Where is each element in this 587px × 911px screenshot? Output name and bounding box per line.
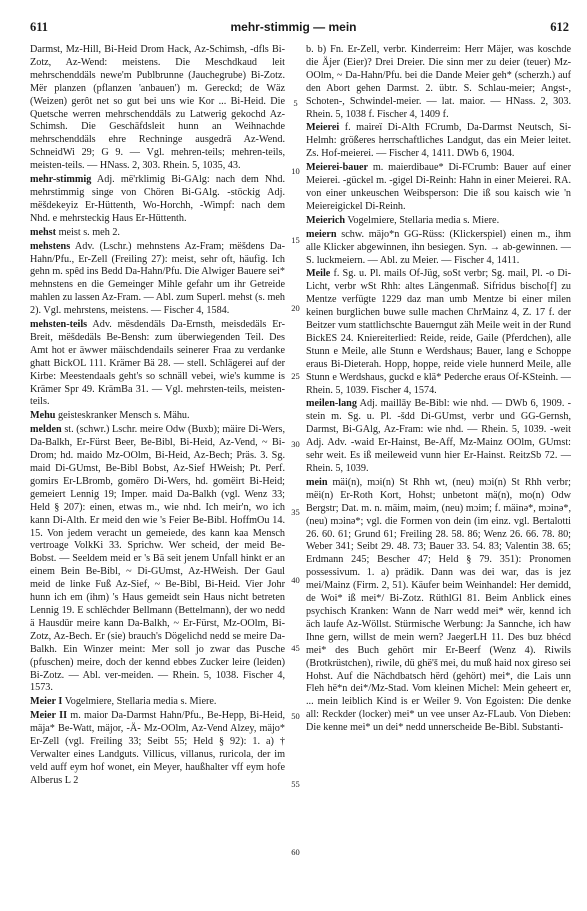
entry-body: m. maierdibaue* Di-FCrumb: Bauer auf einer Meierei. -gückel m. -gigel Di-Reinh: Hahn in einer Meierei. RA. von einer unkeuschen Weibsperson: Die iß sou kaisch wie 'n Meiereigickel Di-Reinh. [306, 162, 571, 212]
entry-headword: Meier I [30, 696, 63, 708]
dictionary-entry [30, 410, 285, 423]
running-header: mehr-stimmig — mein [230, 20, 357, 34]
right-column [306, 44, 571, 736]
line-number: 55 [291, 778, 300, 789]
line-number-gutter [287, 44, 304, 894]
entry-headword: Meile [306, 268, 331, 280]
entry-body: Adv. mësdendäls Da-Ernsth, meisdedäls Er-Breit, mëšdedäls Be-Bensh: zum überwiegenden Teil. Des Amt hot er äwwer mäischdendails seinerer Fraa zu verdanke ghatt BickOL 111. Krämer Bä 28. — stell. Schlägerei auf der Kirbe: Meestendaals geht's so schnäll vebei, wie's kumme is Krämer Spr 49. KrämBa 31. — Vgl. mehrsten-teils, meisten-teils. [30, 319, 285, 408]
entry-body: st. (schwr.) Lschr. meire Odw (Buxb); mäire Di-Wers, Da-Balkh, Er-Fürst Beer, Be-Bibl, Bi-Heid, Az-Vend, ~ Bi-Drom; hd. maido Mz-OOlm, Bi-Heid, Az-Bech; Präs. 3. Sg. maid Di-GUmst, Be-Bibl Bobst, Az-Sief HWeish; Pt. Perf. gomirs Er-LBromb, gomëro Di-Wers, hd. gomëirt Bi-Heid; gemeiert Lennig 19; Imper. maid Da-Balkh (vgl. Wenz 33; Held § 207): einen, etwas m., wie nhd. Ich meir'n, wo ich kann Di-Alth. Er meid den wie 's Feier Be-Bibl. HoffmOu 14. 15. Von jedem veracht un gemeiede, des kann kaa Mensch vertroage VolkKi 33. Sprichw. Wer scheid, der meid Be-Bobst. — Seeldem meid er 's Bä seit jenem Unfall hinkt er an einem Bein Be-Bibl, ~ Di-GUmst, Az-HWeish. Der Gaul meid de linke Fuß Az-Sief, ~ Be-Bibl, Bi-Heid. Vier Johr hunn ich em (ihm) 's Haus gemeidt sein Haus nicht betreten Lennig 19. E schlëchder Bellmann (Bettelmann), der wo nedd ä Hausdür meire kann Da-Balkh, ~ Er-Fürst, Mz-OOlm, Bi-Zotz, Az-Bech. Er (sie) brauch's Dögelichd nedd se meire Da-Balkh. Ein Winzer meint: Mer soll jo zwar das Pusche (pfuschen) meire, doch der kennd ebbes Zucker leire (leiden) Bi-Zotz. — Abl. ver-meiden. — Rhein. 5, 1038. Fischer 4, 1573. [30, 424, 285, 694]
entry-body: b. b) Fn. Er-Zell, verbr. Kinderreim: Herr Mäjer, was koschde die Äjer (Eier)? Drei Dreier. Die sinn mer zu deier (teuer) Mz-OOlm, ~ Da-Hahn/Pfu. bei die Dande Meier geh* (scherzh.) auf den Abort gehen Darmst. 2. übtr. S. Schlau-meier; Angst-, Schoten-, Schwindel-meier. — lat. maior. — HNass. 2, 303. Rhein. 5, 1038 f. Fischer 4, 1409 f. [306, 44, 571, 120]
dictionary-entry [306, 44, 571, 121]
line-number: 35 [291, 506, 300, 517]
entry-headword: mehst [30, 226, 57, 238]
entry-headword: Meier II [30, 710, 68, 722]
entry-body: schw. mäjo*n GG-Rüss: (Klickerspiel) einen m., ihm alle Klicker abgewinnen, ihn besiegen. Syn. → ab-gewinnen. — S. luckmeiern. — Abl. zu Meier. — Fischer 4, 1411. [306, 228, 571, 266]
entry-body: f. Sg. u. Pl. mails Of-Jüg, soSt verbr; Sg. mail, Pl. -o Di-Licht, verbr wSt Rhh: altes Längenmaß. Sifridus bischo[f] zu Mentze verfügte 1229 daz man umb Mentze bi einer milen keinen burglichen buwe sulle machen ChrMainz 4, Z. 17 f. der Beitzer vum stattlichschte Bauerngut zäh Meile weit in der Rund BickES 24. Kniereiterlied: Reide, reide, Gaile (Pferdchen), alle Stunn e Meile, alle Stunn e Werdshaus; Bauer, lang e Schoppe eraus Bi-Dieterah. Hopp, hoppe, reide viele hunnerd Meile, alle Stunn e Werdshaus, guckd e klä* Pederche eraus Of-KSteinh. — Rhein. 5, 1039. Fischer 4, 1574. [306, 268, 571, 396]
dictionary-entry [306, 122, 571, 161]
entry-body: Adv. (Lschr.) mehnstens Az-Fram; mëšdens Da-Hahn/Pfu., Er-Zell (Freiling 27): meist, sehr oft, häufig. Ich gehn m. spêd ins Bedd Da-Hahn/Pfu. Die Alwiger Bauere sei* mehnstens en die Gemeinger Mihle gefahr um ihr Getreide mahlen zu lassen Az-Fram. — Abl. zum Superl. mehst (s. meh 2). Vgl. mehrstens, meistens. — Fischer 4, 1584. [30, 240, 285, 317]
dictionary-entry [306, 477, 571, 735]
dictionary-entry [306, 215, 571, 228]
entry-body: Darmst, Mz-Hill, Bi-Heid Drom Hack, Az-Schimsh, -dfls Bi-Zotz, Az-Wend: meistens. Die Meschdkaud leit mehrschenddäls newe'm Publbrunne (Jauchegrube) Bi-Zotz. Mër planzen (pflanzen 'anbauen') m. Gereckd; de Wäz (Weizen) gerôt net so gut bei uns wie Kor ... Bi-Heid. Die Quetsche werren mehrschenddäls zu Latwerig gekochd Az-Schimsh. Die Geschäfdsleit hunn an Weihnachde mehrschenddäls ehre Rechninge ausgedrä Az-Wend. SchneidWi 29; G 9. — Vgl. mehren-teils; mehren-teils, meisten-teils. — HNass. 2, 303. Rhein. 5, 1035, 43. [30, 44, 285, 172]
entry-body: Adj. maillāy Be-Bibl: wie nhd. — DWb 6, 1909. -stein m. Sg. u. Pl. -šdd Di-GUmst, verbr und GG-Gernsh, Darmst, Bi-GAlg, Az-Fram: wie nhd. — Rhein. 5, 1039. -weit Adj. Adv. -waid Er-Hainst, Be-Aff, Mz-Mainz OOlm, GUmst: sehr weit. Es iß meileweid vunn hier Er-Hainst. ReitzSb 72. — Rhein. 5, 1039. [306, 398, 571, 474]
page-number-right: 612 [550, 20, 569, 34]
dictionary-entry [30, 424, 285, 695]
line-number: 15 [291, 234, 300, 245]
entry-body: Adj. më'rklimig Bi-GAlg: nach dem Nhd. mehrstimmig singe von Chören Bi-GAlg. -stöckig Adj. mëšdekeyiz Er-Hüttenth, Wo-Horchh, -Wimpf: nach dem Nhd. e mehrsteckig Haus Er-Hüttenth. [30, 174, 285, 224]
dictionary-entry [30, 174, 285, 226]
line-number: 60 [291, 846, 300, 857]
line-number: 5 [293, 98, 298, 109]
entry-headword: Meierei [306, 122, 340, 134]
entry-body: geisteskranker Mensch s. Mähu. [55, 410, 190, 422]
entry-headword: meiern [306, 228, 337, 240]
line-number: 30 [291, 438, 300, 449]
dictionary-entry [30, 227, 285, 240]
entry-headword: Meierich [306, 214, 346, 226]
dictionary-entry [30, 241, 285, 318]
entry-headword: meilen-lang [306, 398, 357, 410]
entry-body: meist s. meh 2. [56, 226, 120, 238]
entry-headword: mein [306, 476, 328, 488]
entry-body: Vogelmiere, Stellaria media s. Miere. [345, 214, 500, 226]
dictionary-entry [30, 696, 285, 709]
dictionary-entry [30, 44, 285, 173]
entry-body: mäi(n), mɔi(n) St Rhh wt, (neu) mɔi(n) St Rhh verbr; mëi(n) Er-Roth Kort, Hohst; unbetont mä(n), mo(n) Odw Bergstr; Dat. m. n. mäim, məim, (neu) mɔim; f. mäinə*, mɔinə*, (neu) mɔinə*; vgl. die Formen von dein (im einz. vgl. Bertalotti 26. 60. 61; Grund 61; Freiling 28. 58. 86; Wenz 26. 66. 78. 80; Weber 341; Seibt 29. 48. 73; Bauer 33. 54. 83; Valentin 38. 65; Erdmann 245; Bescher 47; Held § 79. 351): Pronomen possessivum. 1. a) prädik. Dann was dei war, das is jez mei/Mainz (Firm. 2, 51). Käufer beim Weinhandel: Her demidd, de Woi* iß mei*/ Bi-Zotz. RüthlGl 81. Beim Anblick eines psychisch Kranken: Wann de Narr wedd mei* wër, kennd ich äch laufe Az-Wöllst. Stürmische Werbung: Ja Sannche, ich haw Ihne gern, willst de mein wern? JaegerLH 11. Des buz bhécd mei* des Buch gehört mir Er-Beerf (Wenz 4). Riwils (Brotkrüstchen), riwile, dü ghë'š mei, du muß haid nox gireso sei Hohst. Auf die Nächdbatsch hërd (gehört) mei*, die Lais unn Fleh hë*n dei*/Mz-Stad. Vom kleinen Michel: Mein geheert er, ... mein leiblich Kind is er Weiler 9. Von Egoisten: Die denke all: Reckder (locker) mei* un vee unser Az-FLaub. Von Dieben: Die kenne mei* un dei* nedd unnerscheide Be-Bibl. Substanti- [306, 476, 571, 734]
entry-body: f. maireï Di-Alth FCrumb, Da-Darmst Neutsch, Si-Helmh: größeres herrschaftliches Landgut, das ein Meier leitet. Zs. Hof-meierei. — Fischer 4, 1411. DWb 6, 1904. [306, 122, 571, 160]
dictionary-entry [30, 319, 285, 409]
line-number: 45 [291, 642, 300, 653]
dictionary-entry [306, 229, 571, 268]
dictionary-entry [306, 268, 571, 397]
entry-headword: mehstens [30, 240, 71, 252]
left-column [30, 44, 285, 789]
entry-body: m. maior Da-Darmst Hahn/Pfu., Be-Hepp, Bi-Heid, mäja* Be-Watt, mäjor, -Ä- Mz-OOlm, Az-Vend Alzey, mäjo* Er-Zell (vgl. Freiling 33; Seibt 55; Held § 92): 1. a) † Verwalter eines Landguts. Villicus, villanus, ruricola, der im veld auff eym hof wonet, ein Meyer, haußhalter vff eym hofe Alberus L 2 [30, 710, 285, 786]
entry-headword: mehsten-teils [30, 319, 88, 331]
page-number-left: 611 [30, 20, 49, 34]
line-number: 40 [291, 574, 300, 585]
line-number: 50 [291, 710, 300, 721]
entry-body: Vogelmiere, Stellaria media s. Miere. [62, 696, 217, 708]
line-number: 10 [291, 166, 300, 177]
entry-headword: Meierei-bauer [306, 162, 369, 174]
entry-headword: Mehu [30, 410, 56, 422]
dictionary-entry [306, 162, 571, 214]
dictionary-entry [30, 710, 285, 787]
dictionary-entry [306, 398, 571, 475]
entry-headword: mehr-stimmig [30, 174, 92, 186]
line-number: 25 [291, 370, 300, 381]
line-number: 20 [291, 302, 300, 313]
entry-headword: melden [30, 424, 62, 436]
